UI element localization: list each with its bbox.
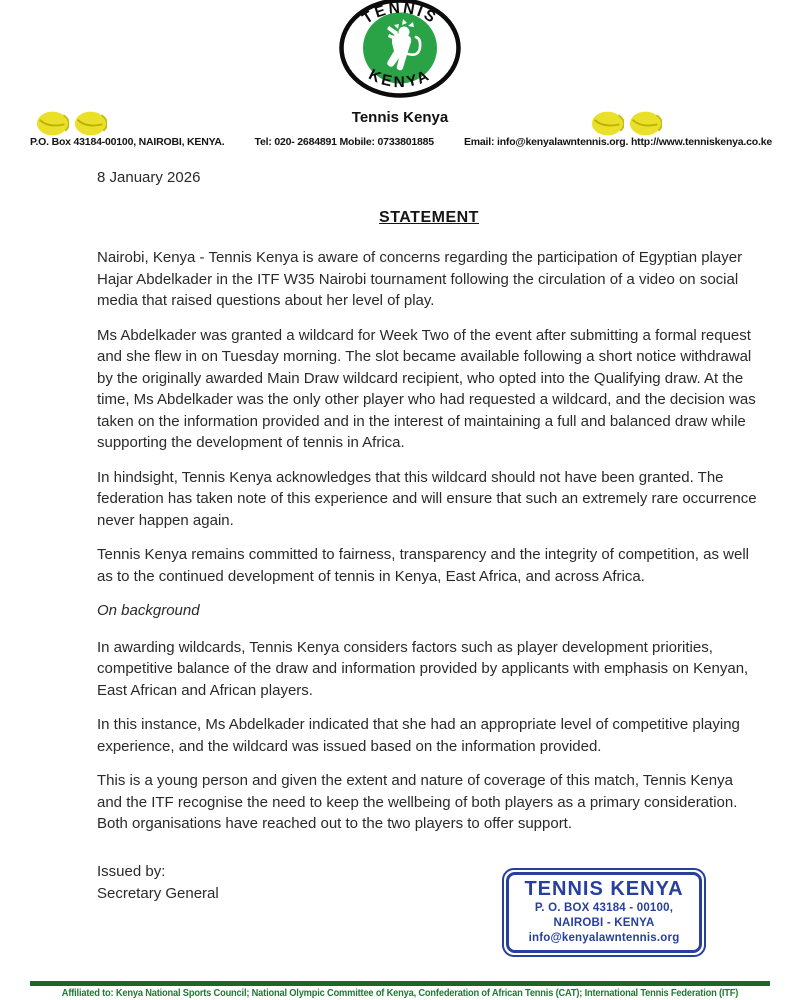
statement-paragraph: Tennis Kenya remains committed to fairness, transparency and the integrity of competition, as well as to the continued development of tennis in Kenya, East Africa, and across Africa. [97, 546, 749, 585]
letterhead-address: P.O. Box 43184-00100, NAIROBI, KENYA. [30, 136, 225, 148]
statement-title: STATEMENT [379, 208, 479, 226]
tennis-kenya-logo [338, 0, 462, 98]
stamp-city-line: NAIROBI - KENYA [553, 917, 655, 929]
statement-paragraph: Nairobi, Kenya - Tennis Kenya is aware of concerns regarding the participation of Egyptian player Hajar Abdelkader in the ITF W35 Nairobi tournament following the circulation of a video on social media that raised questions about her level of play. [97, 249, 743, 309]
stamp-email-line: info@kenyalawntennis.org [528, 932, 680, 944]
tennis-balls-left [36, 110, 107, 137]
tennis-kenya-stamp [502, 868, 706, 957]
tennis-ball-icon [629, 110, 662, 137]
logo-arc-top-text: TENNIS [359, 0, 441, 28]
tennis-ball-icon [591, 110, 624, 137]
on-background-heading: On background [97, 602, 200, 619]
statement-paragraph: This is a young person and given the extent and nature of coverage of this match, Tennis Kenya and the ITF recognise the need to keep the wellbeing of both players as a primary consideration. Both organisations have reached out to the two players to offer support. [97, 772, 738, 832]
letterhead-email-web: Email: info@kenyalawntennis.org. http://www.tenniskenya.co.ke [463, 136, 772, 148]
stamp-title: TENNIS KENYA [524, 878, 684, 900]
statement-paragraph: In hindsight, Tennis Kenya acknowledges that this wildcard should not have been granted. The federation has taken note of this experience and will ensure that such an extremely rare occurrence never happen again. [97, 468, 757, 529]
footer-affiliation: Affiliated to: Kenya National Sports Council; National Olympic Committee of Kenya, Confederation of African Tennis (CAT); International Tennis Federation (ITF) [61, 988, 739, 999]
stamp-inner [506, 872, 702, 953]
letterhead-phones: Tel: 020- 2684891 Mobile: 0733801885 [254, 136, 434, 148]
statement-paragraph: Ms Abdelkader was granted a wildcard for Week Two of the event after submitting a formal request and she flew in on Tuesday morning. The slot became available following a short notice withdrawal by the originally awarded Main Draw wildcard recipient, who opted into the Qualifying draw. At the time, Ms Abdelkader was the only other player who had requested a wildcard, and the decision was taken on the information provided and in the interest of maintaining a full and balanced draw while supporting the development of tennis in Africa. [97, 326, 756, 451]
issued-by-label: Issued by: [97, 862, 166, 880]
issued-by-role: Secretary General [97, 884, 219, 902]
stamp-address-line: P. O. BOX 43184 - 00100, [534, 902, 674, 914]
tennis-kenya-crest-icon [338, 0, 462, 98]
tennis-balls-right [591, 110, 662, 137]
tennis-ball-icon [36, 110, 69, 137]
logo-arc-bottom-text: KENYA [365, 66, 435, 92]
letter-date: 8 January 2026 [97, 169, 201, 186]
letter-body [97, 167, 761, 905]
tennis-ball-icon [74, 110, 107, 137]
org-name: Tennis Kenya [351, 109, 449, 126]
footer-divider-bar [30, 981, 770, 986]
statement-paragraph: In this instance, Ms Abdelkader indicated that she had an appropriate level of competitive playing experience, and the wildcard was issued based on the information provided. [97, 716, 740, 755]
statement-paragraph: In awarding wildcards, Tennis Kenya considers factors such as player development priorities, competitive balance of the draw and information provided by applicants with emphasis on Kenyan, East African and African players. [97, 638, 749, 699]
letterhead-contact-row [30, 136, 772, 148]
